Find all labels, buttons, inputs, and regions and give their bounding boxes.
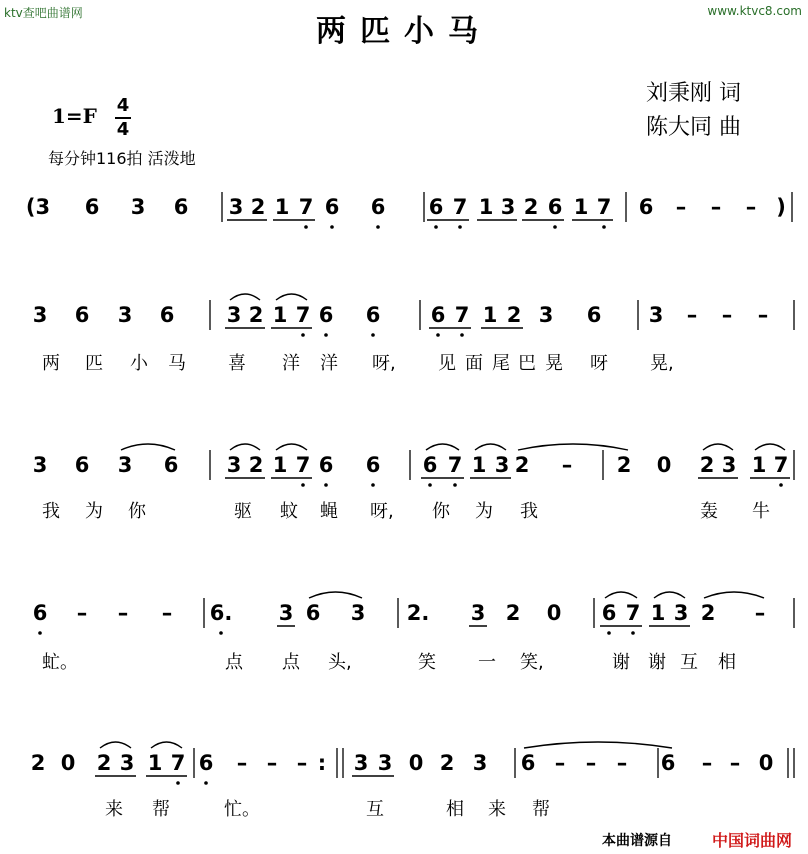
slur [524,742,672,748]
note: 0 [656,453,672,477]
lyric-syllable: 面 [465,353,483,374]
lyric-syllable: 呀 [590,353,608,374]
note: 3 [673,601,689,625]
note: 0 [758,751,774,775]
slur [230,294,260,300]
lyric-syllable: 我 [520,501,538,522]
note: – [721,303,733,327]
footer-source-label: 本曲谱源自 [602,833,672,849]
note: 3 [117,453,133,477]
note: 3 [648,303,664,327]
note: 7 [454,303,470,327]
lyric-syllable: 呀, [372,353,396,374]
note: 3 [228,195,244,219]
low-octave-dot [330,225,334,229]
slur [654,592,685,598]
lyricist-credit: 刘秉刚 词 [646,81,741,106]
slur [426,444,459,450]
note: 6 [638,195,654,219]
low-octave-dot [219,631,223,635]
lyric-syllable: 我 [42,501,60,522]
note: 6 [547,195,563,219]
note: 0 [546,601,562,625]
slur [704,592,764,598]
low-octave-dot [460,333,464,337]
note: 6 [159,303,175,327]
lyric-syllable: 你 [432,501,450,522]
lyric-syllable: 虻。 [42,652,78,673]
lyric-syllable: 巴 [518,353,536,374]
note: – [561,453,573,477]
slur [121,444,175,450]
low-octave-dot [324,483,328,487]
lyric-syllable: 点 [225,652,243,673]
note: 6 [520,751,536,775]
slur [230,444,260,450]
note: 1 [482,303,498,327]
note: – [754,601,766,625]
note: 2 [523,195,539,219]
lyric-syllable: 来 [105,799,123,820]
lyric-syllable: 笑 [418,652,436,673]
slur [276,444,307,450]
note: 2. [406,601,430,625]
note: 6 [32,601,48,625]
time-signature-bottom: 4 [116,119,130,140]
lyric-syllable: 轰 [700,501,718,522]
lyric-syllable: 洋 [282,353,300,374]
lyric-syllable: 蝇 [320,501,338,522]
note: 1 [573,195,589,219]
note: – [236,751,248,775]
note: 6 [163,453,179,477]
note: 2 [248,303,264,327]
note: 6 [318,303,334,327]
low-octave-dot [779,483,783,487]
low-octave-dot [371,483,375,487]
note: 3 [32,453,48,477]
lyric-syllable: 两 [42,353,60,374]
note: 3 [353,751,369,775]
lyric-syllable: 为 [85,501,103,522]
lyric-syllable: 驱 [234,501,252,522]
note: 6 [660,751,676,775]
note: 3 [226,303,242,327]
note: 7 [625,601,641,625]
note: ) [776,195,786,219]
lyric-syllable: 笑, [520,652,544,673]
note: 6 [198,751,214,775]
note: 6 [318,453,334,477]
slur [309,592,362,598]
note: 6 [430,303,446,327]
note: 3 [119,751,135,775]
lyric-syllable: 蚊 [280,501,298,522]
footer-site-name: 中国词曲网 [712,831,793,850]
key-signature: 1=F [52,104,97,128]
note: 7 [773,453,789,477]
note: 1 [272,453,288,477]
lyric-syllable: 马 [168,353,186,374]
note: – [585,751,597,775]
watermark-right: www.ktvc8.com [707,4,802,18]
note: 6 [365,453,381,477]
slur [703,444,733,450]
note: – [729,751,741,775]
note: 6 [84,195,100,219]
note: 3 [226,453,242,477]
lyric-syllable: 帮 [152,799,170,820]
note: – [296,751,308,775]
lyric-syllable: 谢 [648,652,666,673]
note: 6 [365,303,381,327]
lyric-syllable: 相 [718,652,736,673]
note: 6 [324,195,340,219]
note: 2 [439,751,455,775]
note: 1 [478,195,494,219]
low-octave-dot [38,631,42,635]
slur [518,444,628,450]
lyric-syllable: 点 [282,652,300,673]
note: 6 [173,195,189,219]
lyric-syllable: 尾 [492,353,510,374]
note: 6 [601,601,617,625]
note: 2 [616,453,632,477]
low-octave-dot [301,483,305,487]
slur [151,742,182,748]
note: 7 [447,453,463,477]
note: 3 [350,601,366,625]
low-octave-dot [453,483,457,487]
note: 7 [295,303,311,327]
lyric-syllable: 晃, [650,353,674,374]
low-octave-dot [176,781,180,785]
note: 3 [377,751,393,775]
lyric-syllable: 一 [478,652,496,673]
note: 6 [74,453,90,477]
note: – [745,195,757,219]
note: 6 [586,303,602,327]
low-octave-dot [371,333,375,337]
note: 1 [272,303,288,327]
lyric-syllable: 来 [488,799,506,820]
lyric-syllable: 为 [475,501,493,522]
lyric-syllable: 呀, [370,501,394,522]
note: – [616,751,628,775]
note: 6 [370,195,386,219]
note: 7 [452,195,468,219]
low-octave-dot [607,631,611,635]
time-signature-top: 4 [116,95,130,116]
note: – [161,601,173,625]
lyric-syllable: 喜 [228,353,246,374]
lyric-syllable: 晃 [545,353,563,374]
lyric-syllable: 你 [128,501,146,522]
low-octave-dot [553,225,557,229]
note: 0 [60,751,76,775]
note: 0 [408,751,424,775]
note: 3 [278,601,294,625]
note: 2 [506,303,522,327]
lyric-syllable: 互 [366,799,384,820]
note: 6 [74,303,90,327]
note: 3 [470,601,486,625]
low-octave-dot [631,631,635,635]
low-octave-dot [436,333,440,337]
note: 3 [117,303,133,327]
slur [605,592,637,598]
lyric-syllable: 相 [446,799,464,820]
lyric-syllable: 帮 [532,799,550,820]
note: 2 [250,195,266,219]
note: (3 [25,195,51,219]
note: 1 [274,195,290,219]
note: 7 [295,453,311,477]
low-octave-dot [428,483,432,487]
slur [755,444,785,450]
note: 6 [305,601,321,625]
note: 2 [699,453,715,477]
tempo-marking: 每分钟116拍 活泼地 [48,149,196,168]
note: : [317,751,327,775]
note: 2 [248,453,264,477]
note: 1 [471,453,487,477]
note: 2 [700,601,716,625]
note: 3 [721,453,737,477]
note: 7 [596,195,612,219]
note: – [554,751,566,775]
song-title: 两匹小马 [316,14,492,49]
note: 1 [751,453,767,477]
note: – [686,303,698,327]
low-octave-dot [301,333,305,337]
note: – [710,195,722,219]
note: 1 [147,751,163,775]
slur [475,444,506,450]
composer-credit: 陈大同 曲 [646,115,741,140]
note: – [675,195,687,219]
low-octave-dot [324,333,328,337]
note: – [757,303,769,327]
low-octave-dot [204,781,208,785]
lyric-syllable: 见 [438,353,456,374]
low-octave-dot [304,225,308,229]
note: 6 [422,453,438,477]
note: 1 [650,601,666,625]
low-octave-dot [376,225,380,229]
note: 3 [500,195,516,219]
slur [100,742,131,748]
note: 2 [96,751,112,775]
note: 2 [30,751,46,775]
low-octave-dot [602,225,606,229]
low-octave-dot [458,225,462,229]
note: 3 [130,195,146,219]
note: 3 [494,453,510,477]
note: – [701,751,713,775]
note: 7 [170,751,186,775]
note: 2 [514,453,530,477]
note: 6. [209,601,233,625]
lyric-syllable: 洋 [320,353,338,374]
lyric-syllable: 谢 [612,652,630,673]
slur [276,294,307,300]
lyric-syllable: 匹 [85,353,103,374]
lyric-syllable: 互 [680,652,698,673]
note: 3 [472,751,488,775]
low-octave-dot [434,225,438,229]
note: – [266,751,278,775]
lyric-syllable: 小 [130,353,148,374]
note: – [117,601,129,625]
lyric-syllable: 牛 [752,501,770,522]
lyric-syllable: 忙。 [224,799,260,820]
note: 3 [32,303,48,327]
watermark-left: ktv查吧曲谱网 [4,6,83,20]
note: 3 [538,303,554,327]
note: 7 [298,195,314,219]
note: 6 [428,195,444,219]
note: – [76,601,88,625]
lyric-syllable: 头, [328,652,352,673]
note: 2 [505,601,521,625]
